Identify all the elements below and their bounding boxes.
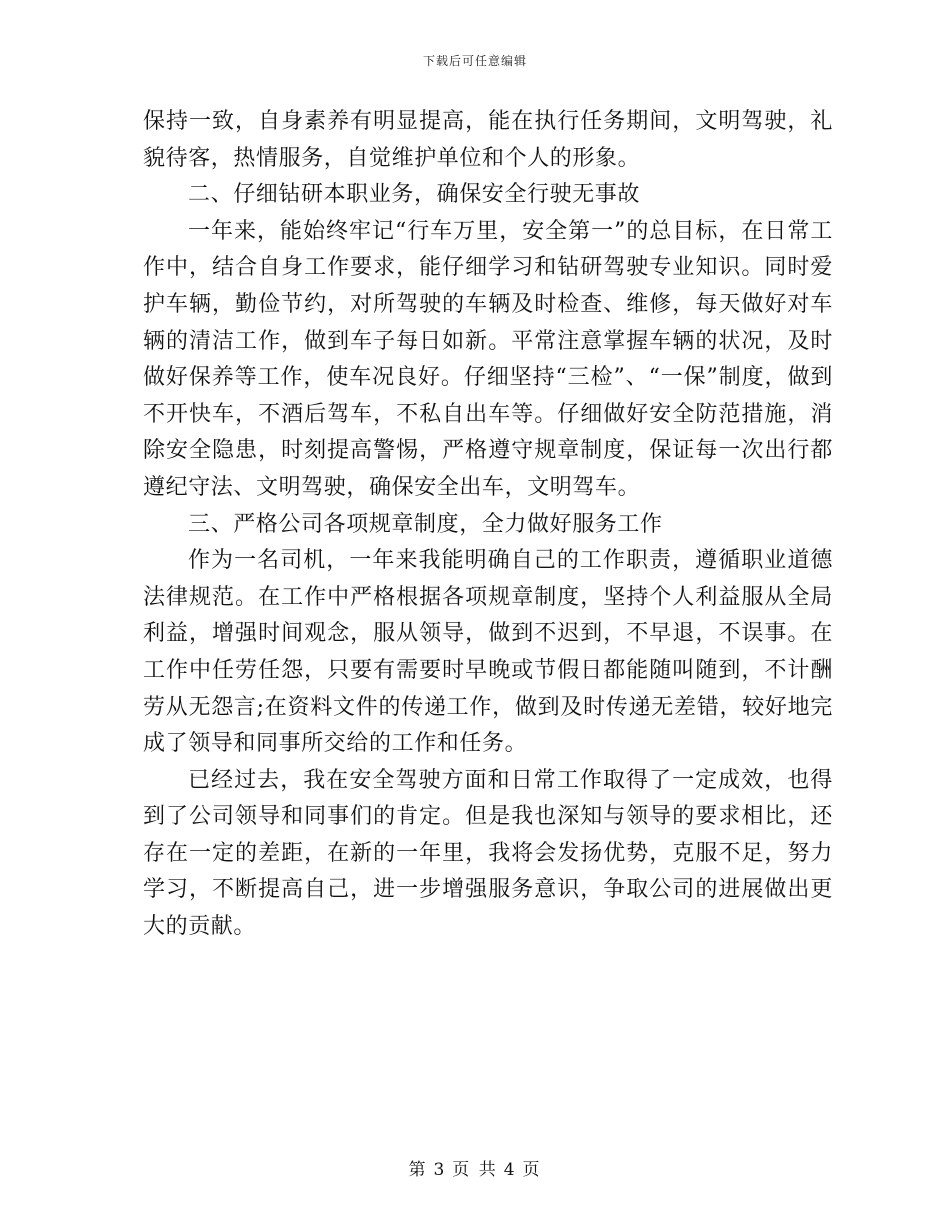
footer-prefix: 第 <box>408 1160 428 1180</box>
footer-current-page: 3 <box>433 1160 447 1180</box>
document-body <box>143 104 833 946</box>
paragraph-service-work: 作为一名司机，一年来我能明确自己的工作职责，遵循职业道德法律规范。在工作中严格根据各项规章制度，坚持个人利益服从全局利益，增强时间观念，服从领导，做到不迟到，不早退，不误事。在工作中任劳任怨，只要有需要时早晚或节假日都能随叫随到，不计酬劳从无怨言;在资料文件的传递工作，做到及时传递无差错，较好地完成了领导和同事所交给的工作和任务。 <box>143 548 833 757</box>
paragraph-conclusion: 已经过去，我在安全驾驶方面和日常工作取得了一定成效，也得到了公司领导和同事们的肯定。但是我也深知与领导的要求相比，还存在一定的差距，在新的一年里，我将会发扬优势，克服不足，努力学习，不断提高自己，进一步增强服务意识，争取公司的进展做出更大的贡献。 <box>143 767 833 940</box>
page-header: 下载后可任意编辑 <box>422 54 527 68</box>
section-heading-3: 三、严格公司各项规章制度，全力做好服务工作 <box>188 511 663 537</box>
page-footer <box>0 1155 950 1180</box>
footer-total-pages: 4 <box>503 1160 517 1180</box>
footer-suffix: 页 <box>522 1160 542 1180</box>
paragraph-driving-safety: 一年来，能始终牢记“行车万里，安全第一”的总目标，在日常工作中，结合自身工作要求，能仔细学习和钻研驾驶专业知识。同时爱护车辆，勤俭节约，对所驾驶的车辆及时检查、维修，每天做好对车辆的清洁工作，做到车子每日如新。平常注意掌握车辆的状况，及时做好保养等工作，使车况良好。仔细坚持“三检”、“一保”制度，做到不开快车，不酒后驾车，不私自出车等。仔细做好安全防范措施，消除安全隐患，时刻提高警惕，严格遵守规章制度，保证每一次出行都遵纪守法、文明驾驶，确保安全出车，文明驾车。 <box>143 218 833 500</box>
section-heading-2: 二、仔细钻研本职业务，确保安全行驶无事故 <box>188 182 641 208</box>
paragraph-continuation: 保持一致，自身素养有明显提高，能在执行任务期间，文明驾驶，礼貌待客，热情服务，自觉维护单位和个人的形象。 <box>143 109 833 171</box>
footer-middle: 页 共 <box>452 1160 498 1180</box>
